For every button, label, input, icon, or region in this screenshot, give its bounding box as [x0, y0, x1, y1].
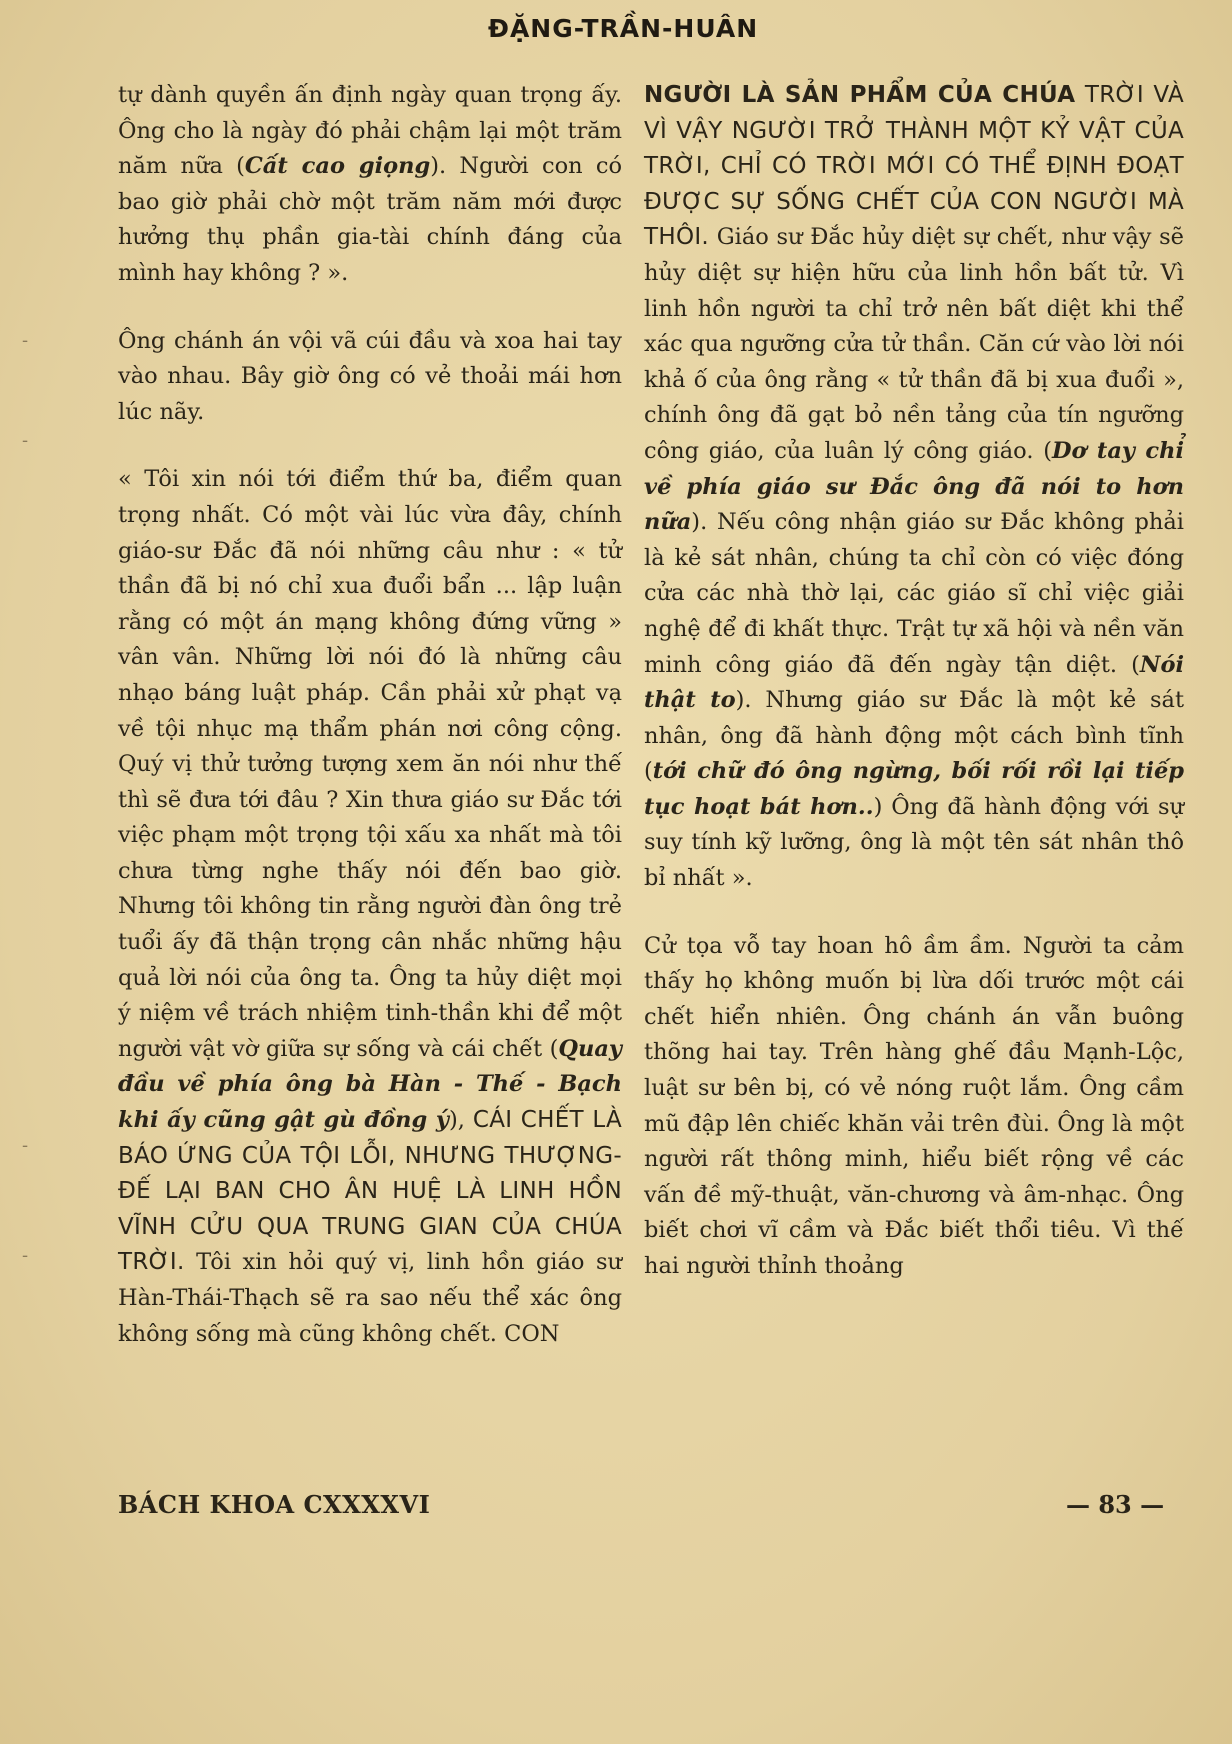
- left-column: [118, 78, 622, 1352]
- left-paragraph-2: Ông chánh án vội vã cúi đầu và xoa hai tay vào nhau. Bây giờ ông có vẻ thoải mái hơn lúc nãy.: [118, 327, 622, 425]
- stage-direction: Cất cao giọng: [244, 153, 431, 180]
- left-paragraph-1: tự dành quyền ấn định ngày quan trọng ấy. Ông cho là ngày đó phải chậm lại một trăm năm nữa (Cất cao giọng). Người con có bao giờ phải chờ một trăm năm mới được hưởng thụ phần gia-tài chính đáng của mình hay không ? ».: [118, 82, 622, 286]
- stage-direction: Quay đầu về phía ông bà Hàn - Thế - Bạch khi ấy cũng gật gù đồng ý: [118, 1035, 622, 1134]
- right-paragraph-2: Cử tọa vỗ tay hoan hô ầm ầm. Người ta cảm thấy họ không muốn bị lừa dối trước một cái chết hiển nhiên. Ông chánh án vẫn buông thõng hai tay. Trên hàng ghế đầu Mạnh-Lộc, luật sư bên bị, có vẻ nóng ruột lắm. Ông cầm mũ đập lên chiếc khăn vải trên đùi. Ông là một người rất thông minh, hiểu biết rộng về các vấn đề mỹ-thuật, văn-chương và âm-nhạc. Ông biết chơi vĩ cầm và Đắc biết thổi tiêu. Vì thế hai người thỉnh thoảng: [644, 932, 1184, 1279]
- capitalized-passage: CÁI CHẾT LÀ BÁO ỨNG CỦA TỘI LỖI, NHƯNG THƯỢNG-ĐẾ LẠI BAN CHO ÂN HUỆ LÀ LINH HỒN VĨNH CỬU QUA TRUNG GIAN CỦA CHÚA TRỜI.: [118, 1107, 622, 1276]
- page-number: — 83 —: [1066, 1490, 1165, 1519]
- capitalized-passage: TRỜI VÀ VÌ VẬY NGƯỜI TRỞ THÀNH MỘT KỶ VẬT CỦA TRỜI, CHỈ CÓ TRỜI MỚI CÓ THỂ ĐỊNH ĐOẠT ĐƯỢC SỰ SỐNG CHẾT CỦA CON NGƯỜI MÀ THÔI.: [644, 82, 1184, 251]
- right-column: [644, 78, 1184, 1285]
- magazine-footer: BÁCH KHOA CXXXXVI: [118, 1490, 431, 1519]
- stage-direction: Nói thật to: [644, 651, 1184, 714]
- margin-speck: -: [22, 330, 29, 351]
- capitalized-passage-bold: NGƯỜI LÀ SẢN PHẨM CỦA CHÚA: [644, 82, 1076, 108]
- stage-direction: tới chữ đó ông ngừng, bối rối rồi lại tiếp tục hoạt bát hơn..: [644, 758, 1184, 820]
- margin-speck: -: [22, 430, 29, 451]
- stage-direction: Dơ tay chỉ về phía giáo sư Đắc ông đã nói to hơn nữa: [644, 437, 1184, 536]
- running-header: ĐẶNG-TRẦN-HUÂN: [488, 14, 759, 43]
- right-paragraph-1: NGƯỜI LÀ SẢN PHẨM CỦA CHÚA TRỜI VÀ VÌ VẬY NGƯỜI TRỞ THÀNH MỘT KỶ VẬT CỦA TRỜI, CHỈ CÓ TRỜI MỚI CÓ THỂ ĐỊNH ĐOẠT ĐƯỢC SỰ SỐNG CHẾT CỦA CON NGƯỜI MÀ THÔI. Giáo sư Đắc hủy diệt sự chết, như vậy sẽ hủy diệt sự hiện hữu của linh hồn bất tử. Vì linh hồn người ta chỉ trở nên bất diệt khi thể xác qua ngưỡng cửa tử thần. Căn cứ vào lời nói khả ố của ông rằng « tử thần đã bị xua đuổi », chính ông đã gạt bỏ nền tảng của tín ngưỡng công giáo, của luân lý công giáo. (Dơ tay chỉ về phía giáo sư Đắc ông đã nói to hơn nữa). Nếu công nhận giáo sư Đắc không phải là kẻ sát nhân, chúng ta chỉ còn có việc đóng cửa các nhà thờ lại, các giáo sĩ chỉ việc giải nghệ để đi khất thực. Trật tự xã hội và nền văn minh công giáo đã đến ngày tận diệt. (Nói thật to). Nhưng giáo sư Đắc là một kẻ sát nhân, ông đã hành động một cách bình tĩnh (tới chữ đó ông ngừng, bối rối rồi lại tiếp tục hoạt bát hơn..) Ông đã hành động với sự suy tính kỹ lưỡng, ông là một tên sát nhân thô bỉ nhất ».: [644, 82, 1184, 892]
- margin-speck: -: [22, 1245, 29, 1266]
- left-paragraph-3: « Tôi xin nói tới điểm thứ ba, điểm quan trọng nhất. Có một vài lúc vừa đây, chính giáo-sư Đắc đã nói những câu như : « tử thần đã bị nó chỉ xua đuổi bẩn ... lập luận rằng có một án mạng không đứng vững » vân vân. Những lời nói đó là những câu nhạo báng luật pháp. Cần phải xử phạt vạ về tội nhục mạ thẩm phán nơi công cộng. Quý vị thử tưởng tượng xem ăn nói như thế thì sẽ đưa tới đâu ? Xin thưa giáo sư Đắc tới việc phạm một trọng tội xấu xa nhất mà tôi chưa từng nghe thấy nói đến bao giờ. Nhưng tôi không tin rằng người đàn ông trẻ tuổi ấy đã thận trọng cân nhắc những hậu quả lời nói của ông ta. Ông ta hủy diệt mọi ý niệm về trách nhiệm tinh-thần khi để một người vật vờ giữa sự sống và cái chết (Quay đầu về phía ông bà Hàn - Thế - Bạch khi ấy cũng gật gù đồng ý), CÁI CHẾT LÀ BÁO ỨNG CỦA TỘI LỖI, NHƯNG THƯỢNG-ĐẾ LẠI BAN CHO ÂN HUỆ LÀ LINH HỒN VĨNH CỬU QUA TRUNG GIAN CỦA CHÚA TRỜI. Tôi xin hỏi quý vị, linh hồn giáo sư Hàn-Thái-Thạch sẽ ra sao nếu thể xác ông không sống mà cũng không chết. CON: [118, 466, 622, 1347]
- margin-speck: -: [22, 1135, 29, 1156]
